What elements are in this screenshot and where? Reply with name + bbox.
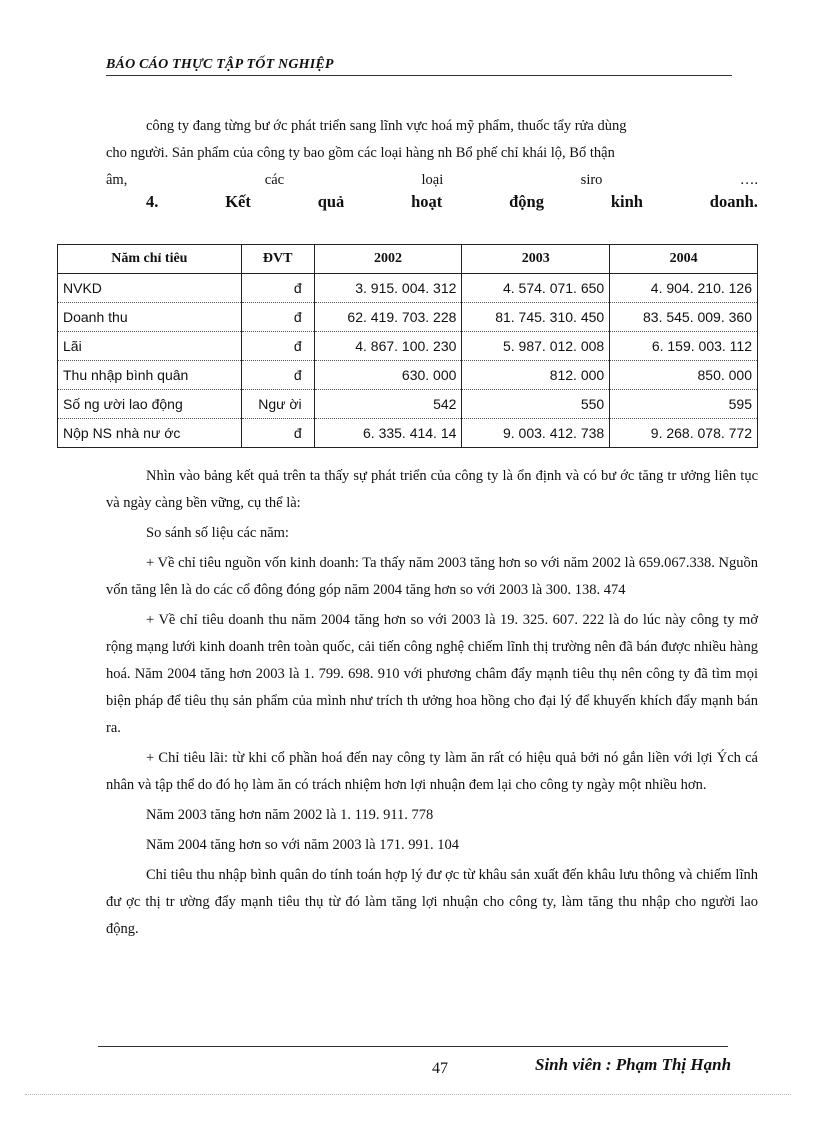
cell-2003: 9. 003. 412. 738 <box>462 419 610 448</box>
row-label: Số ng ười lao động <box>58 390 242 419</box>
paragraph: So sánh số liệu các năm: <box>146 525 289 541</box>
section-word: hoạt <box>411 192 443 211</box>
row-label: NVKD <box>58 274 242 303</box>
intro-paragraph <box>106 113 758 194</box>
paragraph: Năm 2003 tăng hơn năm 2002 là 1. 119. 911. 778 <box>146 807 434 823</box>
cell-2003: 4. 574. 071. 650 <box>462 274 610 303</box>
row-unit: đ <box>241 332 314 361</box>
row-unit: đ <box>241 303 314 332</box>
cell-2004: 4. 904. 210. 126 <box>610 274 758 303</box>
row-label: Lãi <box>58 332 242 361</box>
intro-word: loại <box>421 172 444 188</box>
header-year-2002: 2002 <box>314 245 462 274</box>
cell-2002: 630. 000 <box>314 361 462 390</box>
paragraph: Năm 2004 tăng hơn so với năm 2003 là 171. 991. 104 <box>146 837 459 853</box>
intro-line-2: cho người. Sản phẩm của công ty bao gồm các loại hàng nh Bổ phế chỉ khái lộ, Bổ thận <box>106 145 615 161</box>
intro-word: …. <box>739 172 758 188</box>
cell-2003: 550 <box>462 390 610 419</box>
row-unit: đ <box>241 419 314 448</box>
section-word: Kết <box>225 192 251 211</box>
intro-word: siro <box>580 172 603 188</box>
footer-divider <box>98 1046 728 1047</box>
cell-2002: 6. 335. 414. 14 <box>314 419 462 448</box>
cell-2002: 62. 419. 703. 228 <box>314 303 462 332</box>
cell-2003: 812. 000 <box>462 361 610 390</box>
table-row <box>58 361 758 390</box>
header-unit: ĐVT <box>241 245 314 274</box>
paragraph: + Về chỉ tiêu nguồn vốn kinh doanh: Ta thấy năm 2003 tăng hơn so với năm 2002 là 659.067.338. Nguồn vốn tăng lên là do các cổ đông đóng góp năm 2004 tăng hơn so với 2003 là 300. 138. 474 <box>106 555 758 598</box>
intro-word: các <box>264 172 285 188</box>
row-unit: đ <box>241 361 314 390</box>
row-label: Thu nhập bình quân <box>58 361 242 390</box>
intro-line-3 <box>106 167 758 194</box>
table-row <box>58 332 758 361</box>
intro-word: âm, <box>106 172 128 188</box>
row-unit: Ngư ời <box>241 390 314 419</box>
paragraph: + Về chỉ tiêu doanh thu năm 2004 tăng hơn so với 2003 là 19. 325. 607. 222 là do lúc này công ty mở rộng mạng lưới kinh doanh trên toàn quốc, cải tiến công nghệ chiếm lĩnh thị trường nên đã bán được nhiều hàng hoá. Năm 2004 tăng hơn 2003 là 1. 799. 698. 910 với phương châm đẩy mạnh tiêu thụ nên công ty đã tìm mọi biện pháp để tiêu thụ sản phẩm của mình như trích th ưởng hoa hồng cho đại lý để khuyến khích đẩy mạnh bán ra. <box>106 612 758 736</box>
report-header: BÁO CÁO THỰC TẬP TỐT NGHIỆP <box>106 57 732 76</box>
table-row <box>58 419 758 448</box>
cell-2004: 595 <box>610 390 758 419</box>
cell-2002: 3. 915. 004. 312 <box>314 274 462 303</box>
table-row <box>58 303 758 332</box>
business-results-table <box>57 244 758 448</box>
header-year-2003: 2003 <box>462 245 610 274</box>
page-edge-divider <box>25 1094 791 1095</box>
section-heading <box>146 192 758 212</box>
table-row <box>58 274 758 303</box>
section-word: quả <box>317 192 345 211</box>
paragraph: Nhìn vào bảng kết quả trên ta thấy sự phát triển của công ty là ổn định và có bư ớc tăng tr ưởng liên tục và ngày càng bền vững, cụ thể là: <box>106 468 758 511</box>
row-unit: đ <box>241 274 314 303</box>
section-word: động <box>509 192 544 211</box>
cell-2003: 5. 987. 012. 008 <box>462 332 610 361</box>
row-label: Doanh thu <box>58 303 242 332</box>
header-indicator: Năm chỉ tiêu <box>58 245 242 274</box>
paragraph: Chỉ tiêu thu nhập bình quân do tính toán hợp lý đư ợc từ khâu sản xuất đến khâu lưu thông và chiếm lĩnh đư ợc thị tr ường đẩy mạnh tiêu thụ từ đó làm tăng lợi nhuận cho công ty, làm tăng thu nhập cho người lao động. <box>106 867 758 937</box>
cell-2004: 83. 545. 009. 360 <box>610 303 758 332</box>
table-row <box>58 390 758 419</box>
paragraph: + Chỉ tiêu lãi: từ khi cổ phần hoá đến nay công ty làm ăn rất có hiệu quả bởi nó gắn liền với lợi Ých cá nhân và tập thể do đó họ làm ăn có trách nhiệm hơn lợi nhuận đem lại cho công ty ngày một nhiều hơn. <box>106 750 758 793</box>
section-word: kinh <box>610 192 643 211</box>
student-name: Sinh viên : Phạm Thị Hạnh <box>535 1055 732 1074</box>
section-number: 4. <box>146 192 159 211</box>
analysis-text <box>106 463 758 946</box>
cell-2004: 6. 159. 003. 112 <box>610 332 758 361</box>
section-word: doanh. <box>709 192 758 211</box>
cell-2004: 9. 268. 078. 772 <box>610 419 758 448</box>
table-header-row <box>58 245 758 274</box>
row-label: Nộp NS nhà nư ớc <box>58 419 242 448</box>
cell-2003: 81. 745. 310. 450 <box>462 303 610 332</box>
intro-line-1: công ty đang từng bư ớc phát triển sang lĩnh vực hoá mỹ phẩm, thuốc tẩy rửa dùng <box>146 118 627 134</box>
page-number: 47 <box>432 1060 448 1077</box>
cell-2002: 542 <box>314 390 462 419</box>
cell-2002: 4. 867. 100. 230 <box>314 332 462 361</box>
cell-2004: 850. 000 <box>610 361 758 390</box>
header-year-2004: 2004 <box>610 245 758 274</box>
